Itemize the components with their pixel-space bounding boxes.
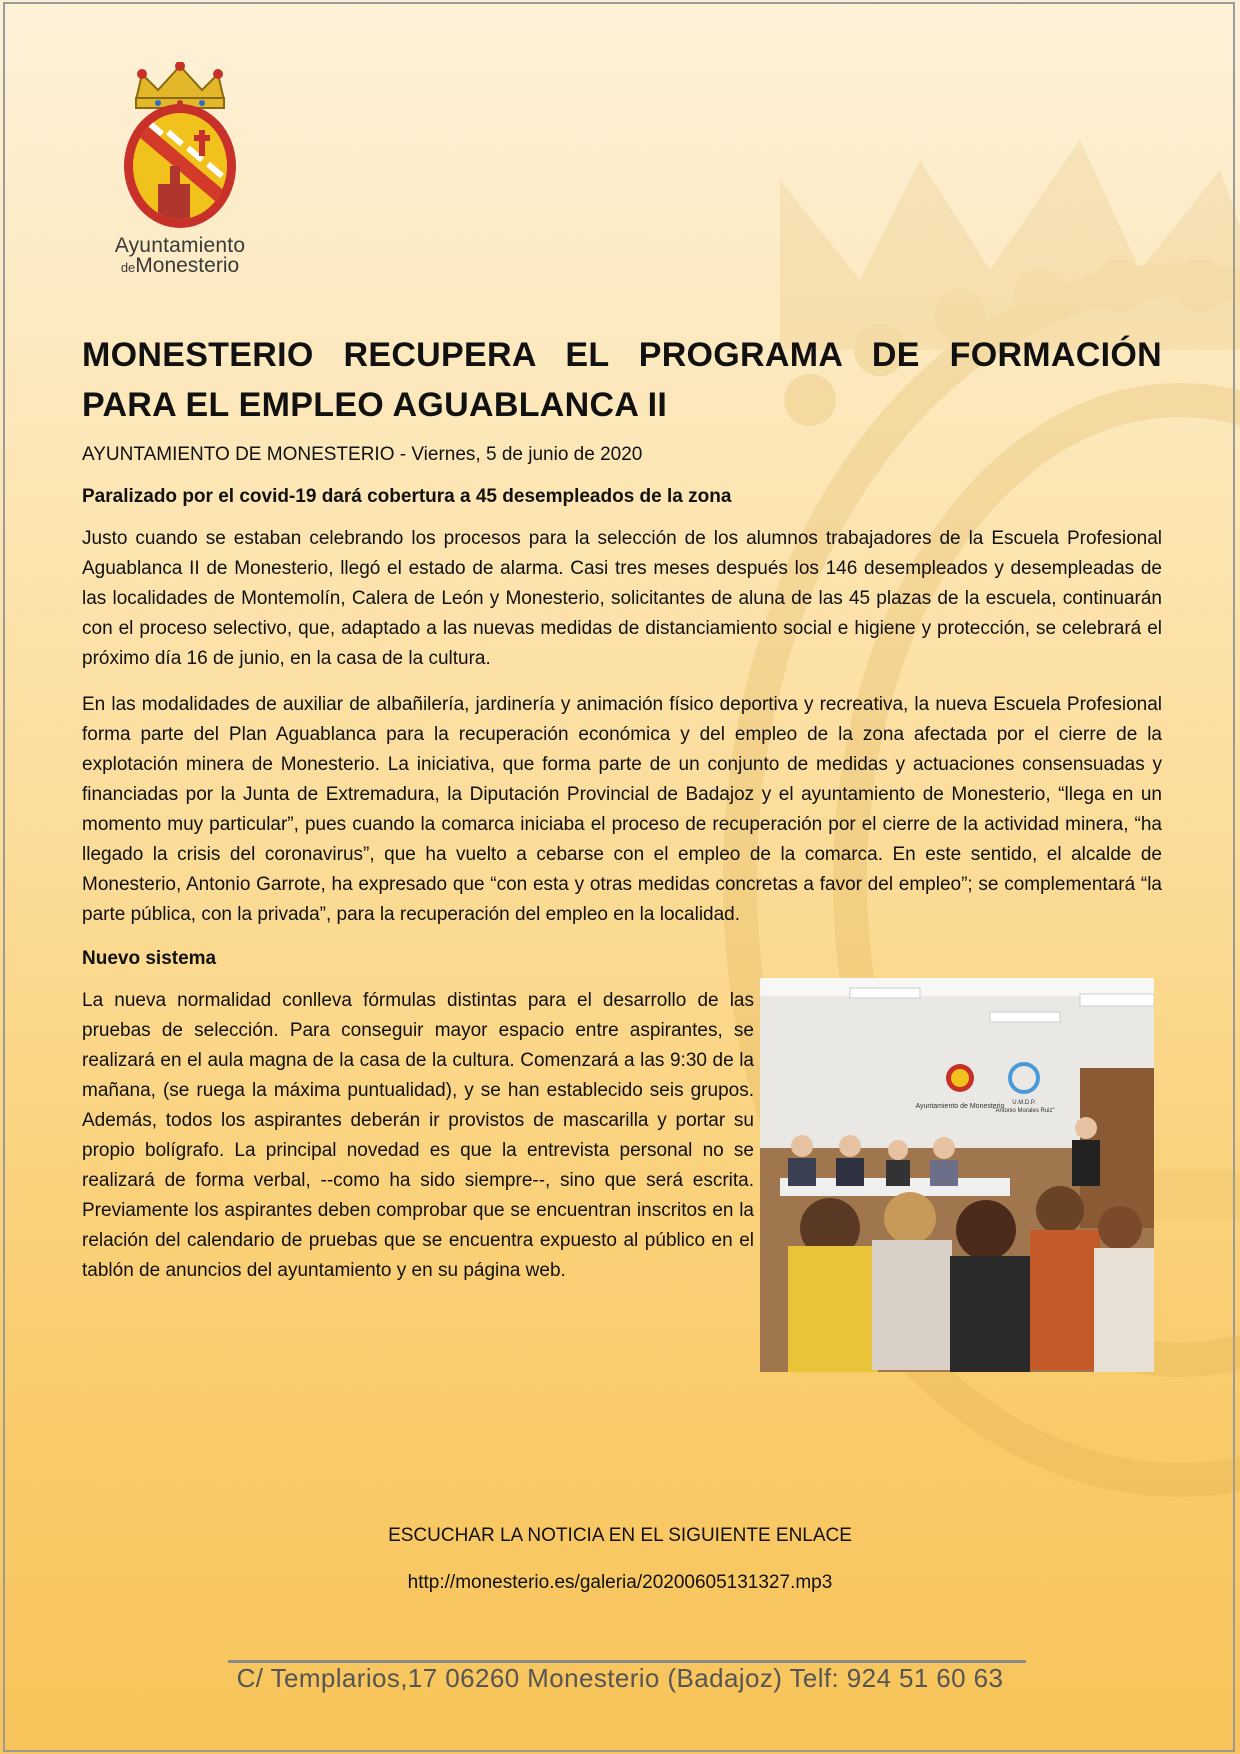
municipal-logo: [100, 62, 260, 278]
meeting-photo: [760, 978, 1154, 1372]
logo-text-monesterio: deMonesterio: [120, 254, 240, 277]
footer-address: C/ Templarios,17 06260 Monesterio (Badajoz) Telf: 924 51 60 63: [236, 1663, 1004, 1693]
article-paragraph-3: La nueva normalidad conlleva fórmulas distintas para el desarrollo de las pruebas de selección. Para conseguir mayor espacio entre aspirantes, se realizará en el aula magna de la casa de la cultura. Comenzará a las 9:30 de la mañana, (se ruega la máxima puntualidad), y se han establecido seis grupos. Además, todos los aspirantes deberán ir provistos de mascarilla y portar su propio bolígrafo. La principal novedad es que la entrevista personal no se realizará de forma verbal, --como ha sido siempre--, sino que será escrita. Previamente los aspirantes deben comprobar que se encuentran inscritos en la relación del calendario de pruebas que se encuentra expuesto al público en el tablón de anuncios del ayuntamiento y en su página web.: [82, 990, 754, 1281]
svg-text:"Antonio Morales Ruiz": "Antonio Morales Ruiz": [993, 1108, 1055, 1114]
article-title: MONESTERIO RECUPERA EL PROGRAMA DE FORMACIÓN PARA EL EMPLEO AGUABLANCA II: [82, 336, 1162, 424]
svg-text:Ayuntamiento de Monesterio: Ayuntamiento de Monesterio: [915, 1103, 1005, 1110]
listen-label: ESCUCHAR LA NOTICIA EN EL SIGUIENTE ENLACE: [388, 1525, 852, 1546]
coat-of-arms-icon: [118, 62, 242, 232]
article-meta: AYUNTAMIENTO DE MONESTERIO - Viernes, 5 de junio de 2020: [82, 444, 643, 465]
svg-text:U.M.D.P.: U.M.D.P.: [1012, 1100, 1036, 1106]
section-title-nuevo-sistema: Nuevo sistema: [82, 948, 217, 969]
article-subtitle: Paralizado por el covid-19 dará cobertura a 45 desempleados de la zona: [82, 486, 732, 507]
logo-text-ayuntamiento: Ayuntamiento: [114, 234, 246, 257]
audio-link[interactable]: http://monesterio.es/galeria/20200605131327.mp3: [407, 1572, 833, 1593]
article-paragraph-2: En las modalidades de auxiliar de albañilería, jardinería y animación físico deportiva y recreativa, la nueva Escuela Profesional forma parte del Plan Aguablanca para la recuperación económica y del empleo de la zona afectada por el cierre de la explotación minera de Monesterio. La iniciativa, que forma parte de un conjunto de medidas y actuaciones consensuadas y financiadas por la Junta de Extremadura, la Diputación Provincial de Badajoz y el ayuntamiento de Monesterio, “llega en un momento muy particular”, pues cuando la comarca iniciaba el proceso de recuperación por el cierre de la actividad minera, “ha llegado la crisis del coronavirus”, que ha vuelto a cebarse con el empleo de la comarca. En este sentido, el alcalde de Monesterio, Antonio Garrote, ha expresado que “con esta y otras medidas concretas a favor del empleo”; se complementará “la parte pública, con la privada”, para la recuperación del empleo en la localidad.: [82, 694, 1162, 925]
article-paragraph-1: Justo cuando se estaban celebrando los procesos para la selección de los alumnos trabajadores de la Escuela Profesional Aguablanca II de Monesterio, llegó el estado de alarma. Casi tres meses después los 146 desempleados y desempleadas de las localidades de Montemolín, Calera de León y Monesterio, solicitantes de aluna de las 45 plazas de la escuela, continuarán con el proceso selectivo, que, adaptado a las nuevas medidas de distanciamiento social e higiene y protección, se celebrará el próximo día 16 de junio, en la casa de la cultura.: [82, 528, 1162, 669]
